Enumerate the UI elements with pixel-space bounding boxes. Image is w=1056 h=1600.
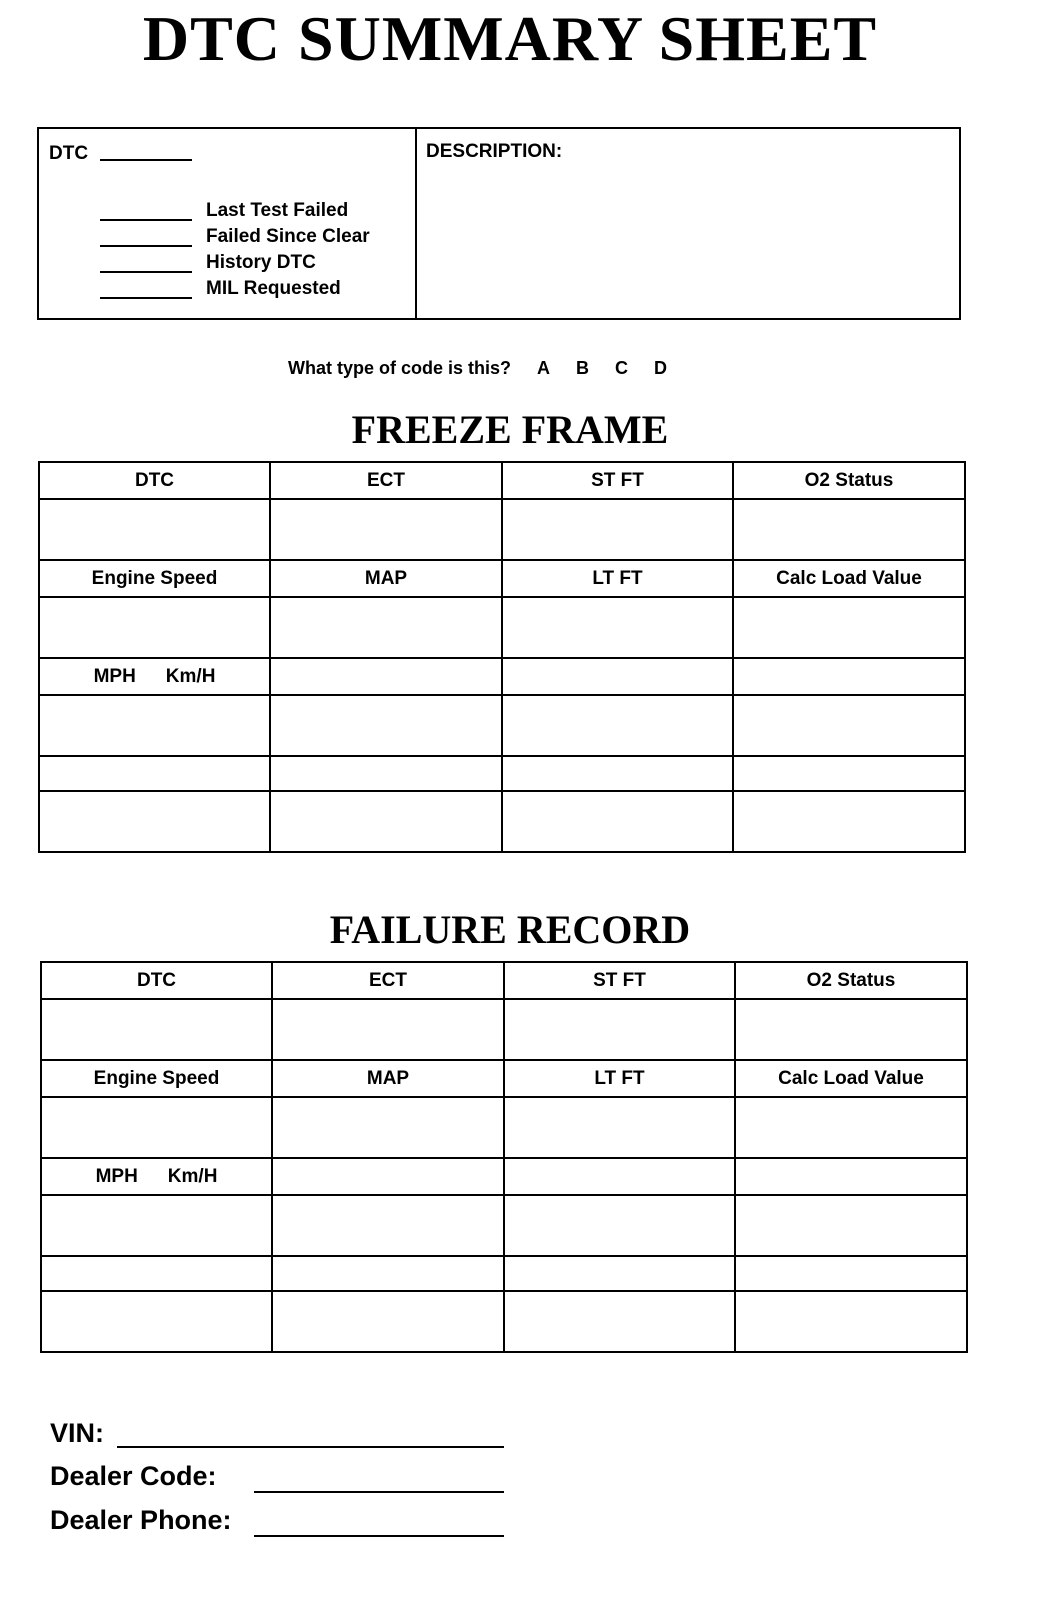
dtc-summary-box xyxy=(37,127,961,320)
fr-blank-value[interactable] xyxy=(41,1291,272,1352)
ff-dtc-header: DTC xyxy=(39,462,270,499)
fr-blank-value[interactable] xyxy=(504,1195,735,1256)
fr-blank-header xyxy=(504,1158,735,1195)
ff-blank-header xyxy=(502,658,733,695)
fr-lt-ft-header: LT FT xyxy=(504,1060,735,1097)
fr-st-ft-value[interactable] xyxy=(504,999,735,1060)
fr-blank-header xyxy=(735,1158,967,1195)
code-type-question-text: What type of code is this? xyxy=(288,358,512,378)
table-row xyxy=(41,999,967,1060)
fr-engine-speed-header: Engine Speed xyxy=(41,1060,272,1097)
fr-engine-speed-value[interactable] xyxy=(41,1097,272,1158)
fr-ect-header: ECT xyxy=(272,962,504,999)
fr-lt-ft-value[interactable] xyxy=(504,1097,735,1158)
fr-calc-load-header: Calc Load Value xyxy=(735,1060,967,1097)
page-title: DTC SUMMARY SHEET xyxy=(142,3,878,74)
ff-lt-ft-header: LT FT xyxy=(502,560,733,597)
table-row xyxy=(41,1256,967,1291)
code-type-option-c[interactable]: C xyxy=(615,358,629,378)
dtc-status-panel xyxy=(39,129,417,318)
description-label: DESCRIPTION: xyxy=(426,141,563,162)
fr-blank-value[interactable] xyxy=(272,1195,504,1256)
code-type-option-b[interactable]: B xyxy=(576,358,590,378)
description-panel[interactable] xyxy=(417,129,959,318)
table-row xyxy=(39,695,965,756)
ff-speed-header xyxy=(39,658,270,695)
dealer-code-label: Dealer Code: xyxy=(50,1461,217,1491)
fr-dtc-value[interactable] xyxy=(41,999,272,1060)
ff-map-value[interactable] xyxy=(270,597,502,658)
code-type-question xyxy=(288,358,667,379)
table-row xyxy=(39,597,965,658)
failure-record-title: FAILURE RECORD xyxy=(329,907,691,952)
dealer-code-blank[interactable] xyxy=(254,1491,504,1493)
fr-blank-header xyxy=(504,1256,735,1291)
vin-label: VIN: xyxy=(50,1418,104,1448)
ff-dtc-value[interactable] xyxy=(39,499,270,560)
ff-mph-label: MPH xyxy=(93,665,136,687)
table-row xyxy=(39,462,965,499)
ff-blank-header xyxy=(270,658,502,695)
table-row xyxy=(39,499,965,560)
fr-speed-value[interactable] xyxy=(41,1195,272,1256)
history-dtc-blank[interactable] xyxy=(100,271,192,273)
table-row xyxy=(39,756,965,791)
ff-kmh-label: Km/H xyxy=(165,665,216,687)
freeze-frame-table xyxy=(38,461,966,853)
dtc-label: DTC xyxy=(49,143,89,164)
fr-calc-load-value[interactable] xyxy=(735,1097,967,1158)
table-row xyxy=(41,1195,967,1256)
fr-map-value[interactable] xyxy=(272,1097,504,1158)
failed-since-clear-label: Failed Since Clear xyxy=(206,226,370,247)
freeze-frame-title: FREEZE FRAME xyxy=(351,407,669,452)
mil-requested-label: MIL Requested xyxy=(206,278,341,299)
ff-o2-status-header: O2 Status xyxy=(733,462,965,499)
ff-blank-header xyxy=(270,756,502,791)
fr-ect-value[interactable] xyxy=(272,999,504,1060)
fr-blank-header xyxy=(272,1158,504,1195)
table-row xyxy=(41,1097,967,1158)
fr-st-ft-header: ST FT xyxy=(504,962,735,999)
fr-blank-header xyxy=(41,1256,272,1291)
fr-o2-status-value[interactable] xyxy=(735,999,967,1060)
fr-blank-header xyxy=(272,1256,504,1291)
ff-blank-header xyxy=(502,756,733,791)
ff-engine-speed-header: Engine Speed xyxy=(39,560,270,597)
failure-record-table xyxy=(40,961,968,1353)
ff-o2-status-value[interactable] xyxy=(733,499,965,560)
fr-blank-value[interactable] xyxy=(504,1291,735,1352)
table-row xyxy=(41,962,967,999)
table-row xyxy=(39,560,965,597)
ff-blank-header xyxy=(733,658,965,695)
history-dtc-label: History DTC xyxy=(206,252,316,273)
table-row xyxy=(41,1291,967,1352)
fr-blank-header xyxy=(735,1256,967,1291)
table-row xyxy=(41,1158,967,1195)
dealer-phone-blank[interactable] xyxy=(254,1535,504,1537)
code-type-option-d[interactable]: D xyxy=(654,358,668,378)
ff-blank-header xyxy=(39,756,270,791)
last-test-failed-blank[interactable] xyxy=(100,219,192,221)
table-row xyxy=(39,658,965,695)
ff-blank-value[interactable] xyxy=(733,695,965,756)
ff-blank-value[interactable] xyxy=(270,791,502,852)
fr-speed-header xyxy=(41,1158,272,1195)
table-row xyxy=(39,791,965,852)
ff-ect-header: ECT xyxy=(270,462,502,499)
fr-blank-value[interactable] xyxy=(735,1291,967,1352)
ff-engine-speed-value[interactable] xyxy=(39,597,270,658)
ff-blank-value[interactable] xyxy=(502,695,733,756)
ff-lt-ft-value[interactable] xyxy=(502,597,733,658)
dealer-phone-label: Dealer Phone: xyxy=(50,1505,232,1535)
failed-since-clear-blank[interactable] xyxy=(100,245,192,247)
ff-ect-value[interactable] xyxy=(270,499,502,560)
ff-speed-value[interactable] xyxy=(39,695,270,756)
fr-dtc-header: DTC xyxy=(41,962,272,999)
fr-mph-label: MPH xyxy=(95,1165,138,1187)
fr-map-header: MAP xyxy=(272,1060,504,1097)
last-test-failed-label: Last Test Failed xyxy=(206,200,349,221)
ff-st-ft-value[interactable] xyxy=(502,499,733,560)
fr-o2-status-header: O2 Status xyxy=(735,962,967,999)
fr-blank-value[interactable] xyxy=(735,1195,967,1256)
ff-calc-load-value[interactable] xyxy=(733,597,965,658)
ff-calc-load-header: Calc Load Value xyxy=(733,560,965,597)
ff-map-header: MAP xyxy=(270,560,502,597)
table-row xyxy=(41,1060,967,1097)
fr-kmh-label: Km/H xyxy=(167,1165,218,1187)
ff-blank-value[interactable] xyxy=(39,791,270,852)
ff-blank-value[interactable] xyxy=(502,791,733,852)
dtc-blank[interactable] xyxy=(100,159,192,161)
ff-blank-value[interactable] xyxy=(733,791,965,852)
fr-blank-value[interactable] xyxy=(272,1291,504,1352)
ff-st-ft-header: ST FT xyxy=(502,462,733,499)
code-type-option-a[interactable]: A xyxy=(537,358,551,378)
ff-blank-value[interactable] xyxy=(270,695,502,756)
vin-blank[interactable] xyxy=(117,1446,504,1448)
mil-requested-blank[interactable] xyxy=(100,297,192,299)
ff-blank-header xyxy=(733,756,965,791)
